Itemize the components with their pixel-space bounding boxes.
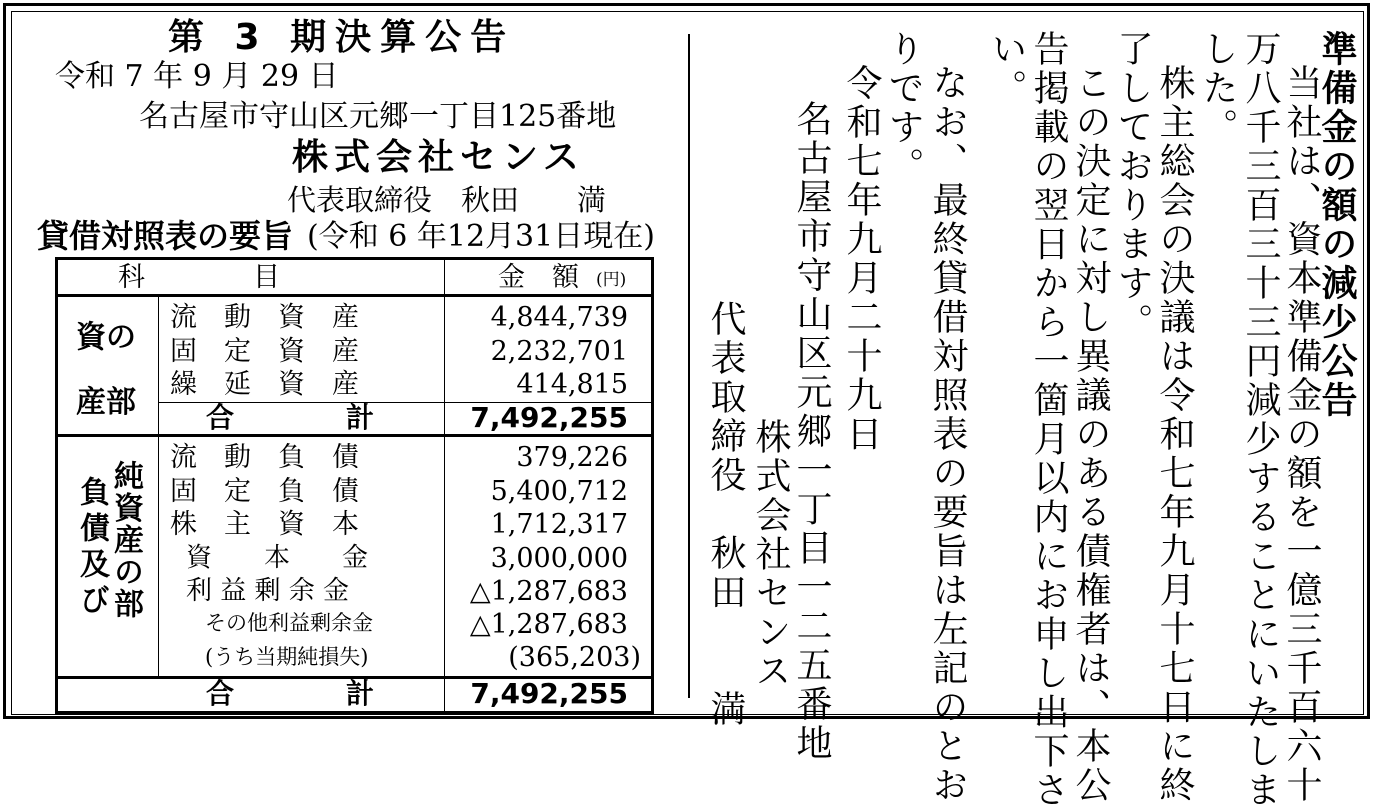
asset-label: 繰 延 資 産 <box>170 369 359 400</box>
assets-label-2: 産部 <box>76 385 136 420</box>
notice-date-vertical: 令和七年九月二十九日 <box>841 64 882 454</box>
header-unit: (円) <box>596 270 627 290</box>
liab-total-value: 7,492,255 <box>470 677 628 710</box>
header-rule <box>58 294 651 297</box>
assets-label-1: 資の <box>76 320 136 355</box>
notice-line: りです。 <box>883 30 924 186</box>
reserve-notice-title: 準備金の額の減少公告 <box>1316 30 1357 420</box>
header-item: 科 目 <box>118 262 280 293</box>
assets-total-label: 合 計 <box>206 401 375 434</box>
liab-label: 利 益 剰 余 金 <box>186 576 350 606</box>
company-name: 株式会社センス <box>292 137 585 178</box>
liab-label: (うち当期純損失) <box>205 645 369 669</box>
asset-label: 固 定 資 産 <box>170 336 359 367</box>
liab-label-char: の <box>108 556 143 588</box>
liab-value: 1,712,317 <box>490 509 628 540</box>
liab-value: △1,287,683 <box>469 576 628 607</box>
liab-value: 5,400,712 <box>490 476 628 507</box>
asset-value: 414,815 <box>516 369 628 400</box>
notice-line: なお、最終貸借対照表の要旨は左記のとお <box>927 64 968 805</box>
liab-label-char: 負 <box>74 476 109 512</box>
section-rule <box>58 434 651 437</box>
liab-value: △1,287,683 <box>469 609 628 640</box>
notice-line: い。 <box>986 30 1027 108</box>
asset-label: 流 動 資 産 <box>170 302 359 333</box>
liab-label-char: 部 <box>108 588 143 620</box>
company-address: 名古屋市守山区元郷一丁目125番地 <box>139 99 617 134</box>
balance-sheet-table <box>55 257 654 714</box>
notice-date: 令和 7 年 9 月 29 日 <box>55 59 339 94</box>
liab-value: 379,226 <box>516 442 628 473</box>
notice-rep-vertical: 代表取締役 秋田 満 <box>705 300 746 729</box>
liab-label-char: 資 <box>108 492 143 524</box>
liab-total-label: 合 計 <box>206 677 375 710</box>
liab-label-char: 純 <box>108 460 143 492</box>
notice-title: 第 3 期決算公告 <box>168 17 516 58</box>
balance-sheet-period: (令和 6 年12月31日現在) <box>307 219 655 254</box>
assets-total-value: 7,492,255 <box>470 401 628 434</box>
notice-line: この決定に対し異議のある債権者は、本公 <box>1070 64 1111 805</box>
liab-label-char: び <box>74 584 109 620</box>
center-divider <box>688 34 690 698</box>
liab-label-char: 債 <box>74 512 109 548</box>
liab-label: その他利益剰余金 <box>205 611 373 635</box>
liab-label-col2 <box>108 460 143 620</box>
asset-value: 4,844,739 <box>490 302 628 333</box>
liab-label-char: 及 <box>74 548 109 584</box>
header-amount: 金 額 <box>498 262 579 293</box>
notice-line: 告掲載の翌日から一箇月以内にお申し出下さ <box>1028 30 1069 810</box>
notice-line: 株主総会の決議は令和七年九月十七日に終 <box>1154 64 1195 805</box>
liab-label: 固 定 負 債 <box>170 476 359 507</box>
asset-value: 2,232,701 <box>490 336 628 367</box>
liab-label: 資 本 金 <box>186 543 369 573</box>
liab-label: 株 主 資 本 <box>170 509 359 540</box>
notice-address-vertical: 名古屋市守山区元郷一丁目一二五番地 <box>791 100 832 763</box>
notice-line: 当社は、資本準備金の額を一億三千百六十 <box>1281 64 1322 805</box>
liab-label-char: 産 <box>108 524 143 556</box>
liab-label: 流 動 負 債 <box>170 442 359 473</box>
notice-line: 了しております。 <box>1112 30 1153 342</box>
notice-line: した。 <box>1197 30 1238 147</box>
balance-sheet-title: 貸借対照表の要旨 <box>37 217 294 255</box>
liab-label-col1 <box>74 476 109 620</box>
notice-line: 万八千三百三十三円減少することにいたしま <box>1240 30 1281 810</box>
liab-value: (365,203) <box>508 642 641 673</box>
notice-company-vertical: 株式会社センス <box>750 418 791 691</box>
section-divider <box>158 297 159 678</box>
liab-value: 3,000,000 <box>490 543 628 574</box>
representative: 代表取締役 秋田 満 <box>287 183 607 217</box>
